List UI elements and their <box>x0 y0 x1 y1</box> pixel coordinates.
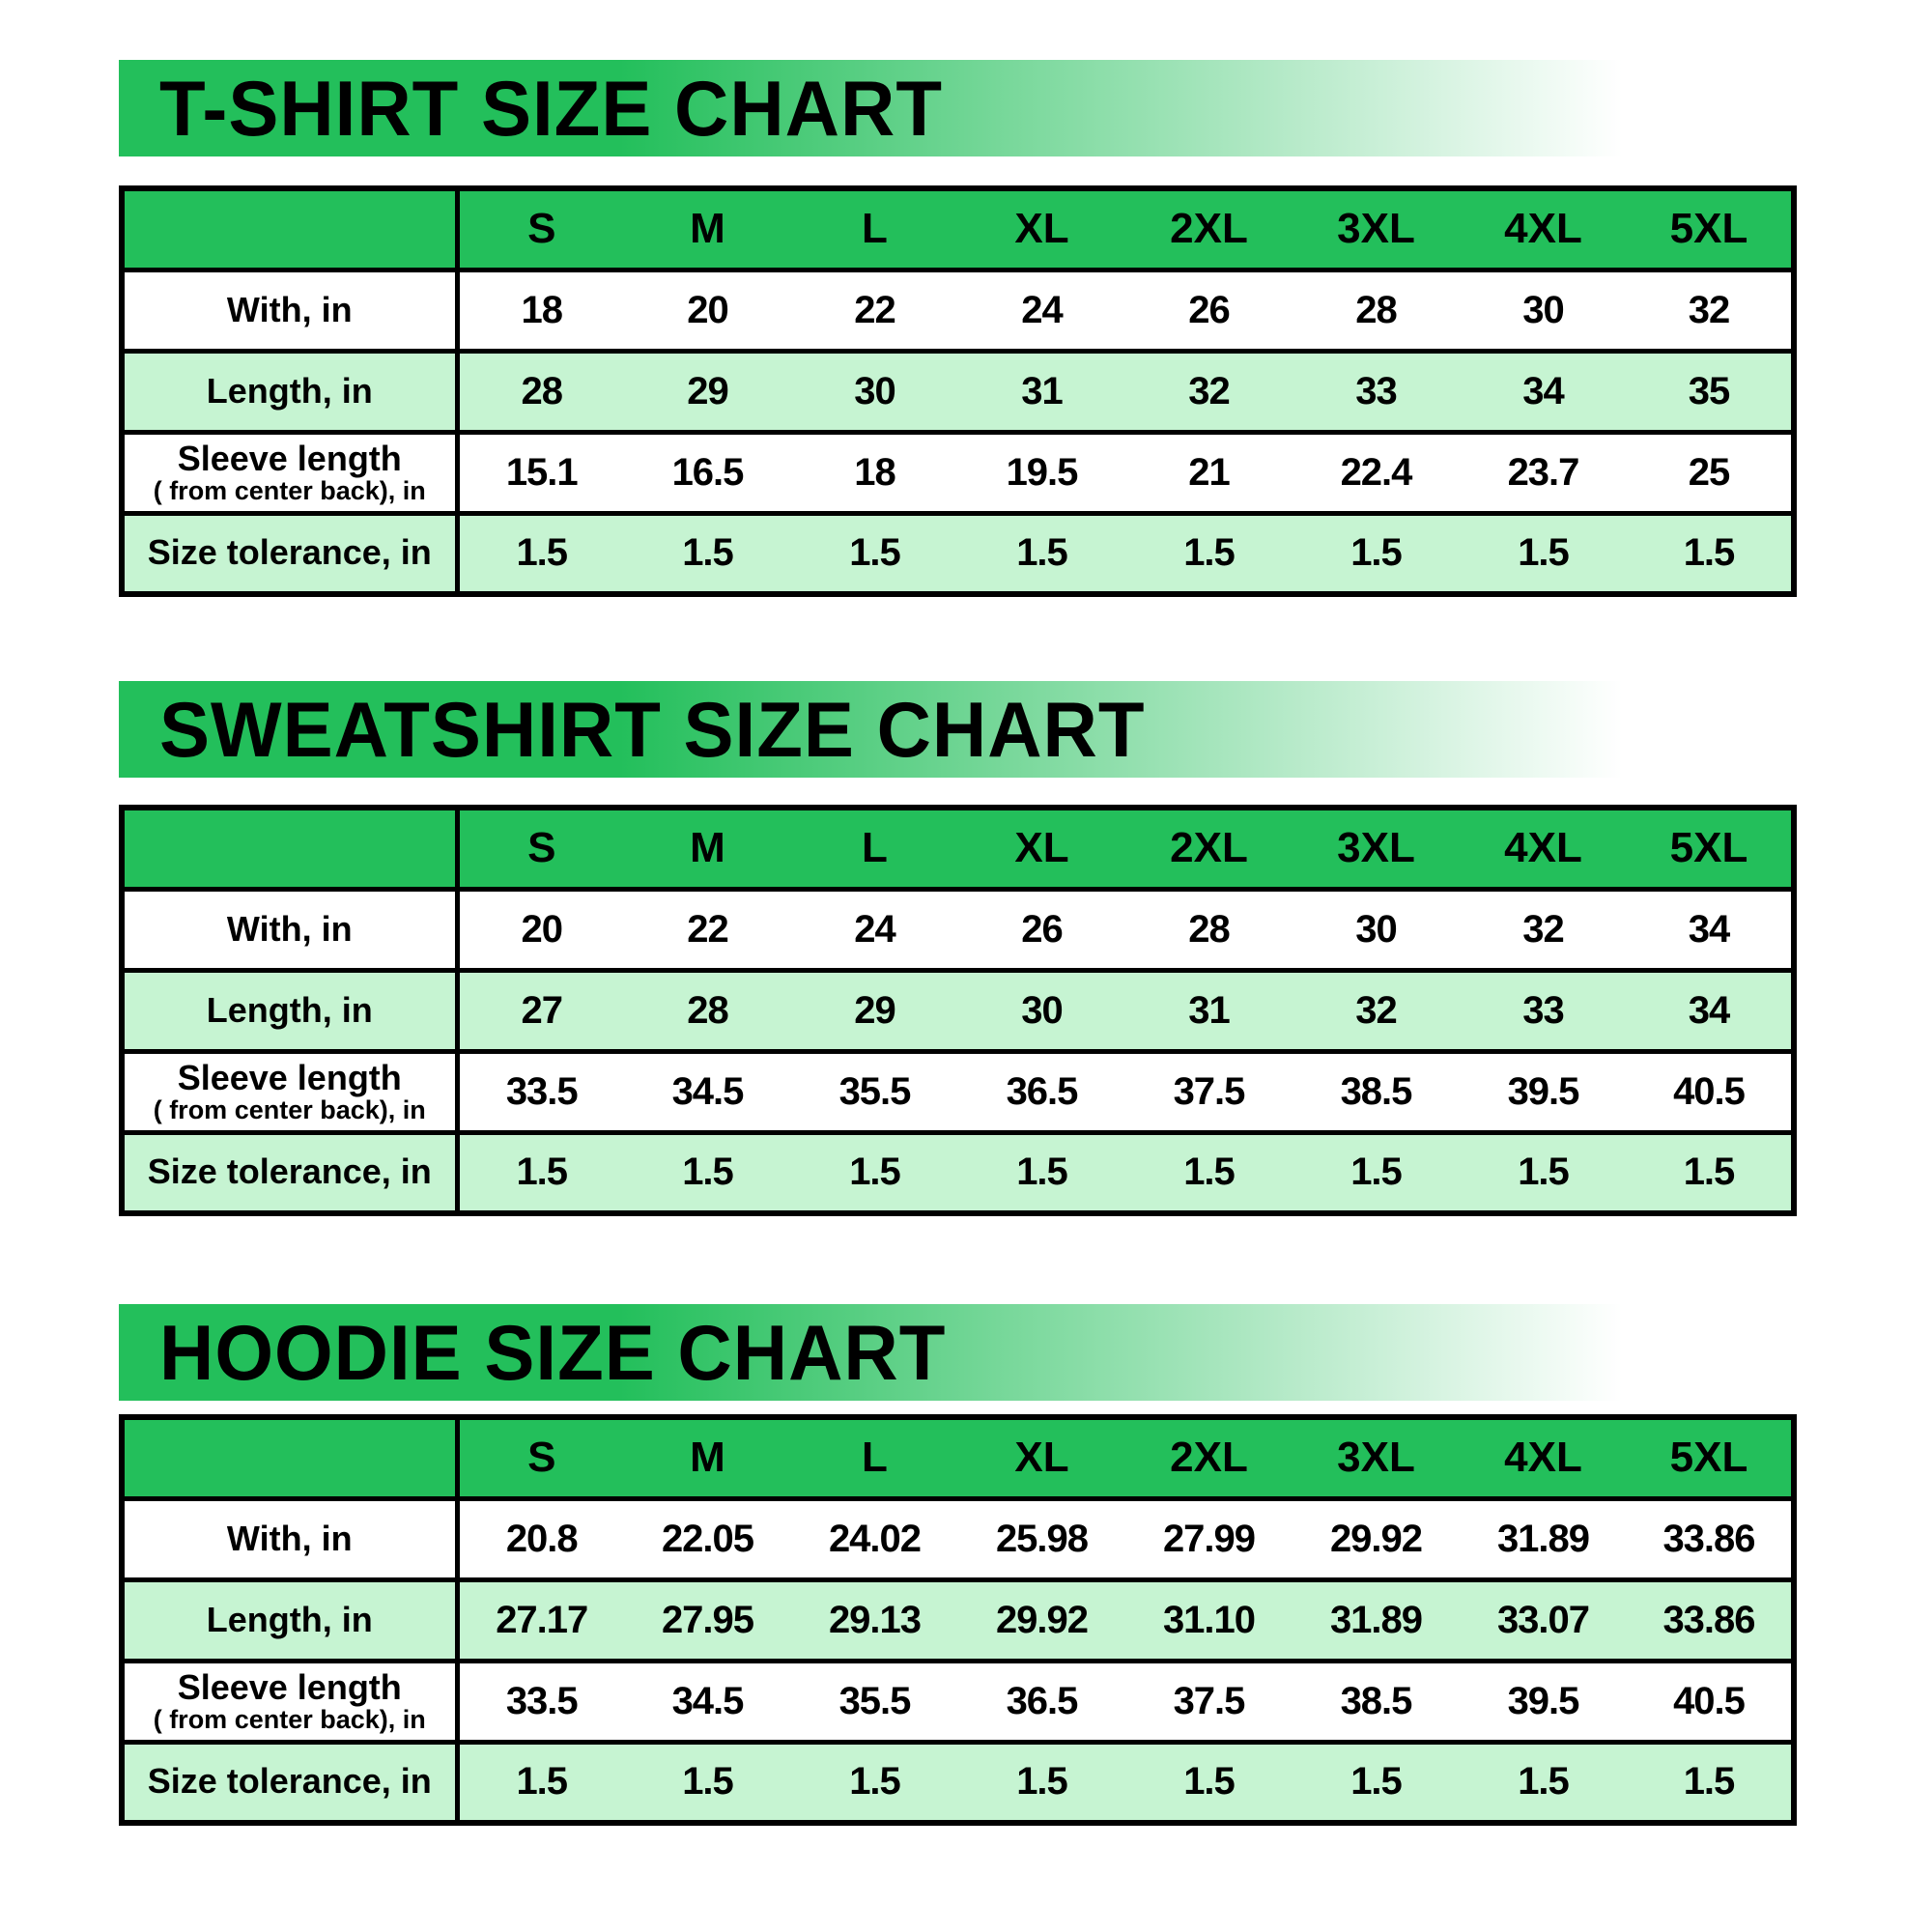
size-value-cell: 27 <box>457 970 624 1051</box>
sweatshirt-title: SWEATSHIRT SIZE CHART <box>159 684 1146 774</box>
size-value-cell: 24 <box>791 889 958 970</box>
size-column-header-l: L <box>791 1417 958 1498</box>
size-value-cell: 32 <box>1293 970 1460 1051</box>
size-value-cell: 29.92 <box>958 1579 1125 1661</box>
size-column-header-2xl: 2XL <box>1125 188 1293 270</box>
size-value-cell: 1.5 <box>457 513 624 594</box>
size-value-cell: 24.02 <box>791 1498 958 1579</box>
size-value-cell: 16.5 <box>624 432 791 513</box>
sweatshirt-section <box>119 681 1789 1216</box>
table-row-with-in <box>122 270 1794 351</box>
size-column-header-2xl: 2XL <box>1125 1417 1293 1498</box>
table-row-size-tolerance-in <box>122 1132 1794 1213</box>
size-value-cell: 1.5 <box>1460 1132 1627 1213</box>
size-value-cell: 22.05 <box>624 1498 791 1579</box>
table-row-with-in <box>122 1498 1794 1579</box>
row-label: Size tolerance, in <box>147 532 432 573</box>
size-value-cell: 22 <box>624 889 791 970</box>
size-value-cell: 1.5 <box>791 1742 958 1823</box>
size-value-cell: 22 <box>791 270 958 351</box>
size-value-cell: 1.5 <box>1293 1742 1460 1823</box>
row-label-cell <box>122 1579 457 1661</box>
size-value-cell: 23.7 <box>1460 432 1627 513</box>
row-label: Sleeve length <box>177 1058 402 1098</box>
size-value-cell: 33 <box>1293 351 1460 432</box>
size-value-cell: 1.5 <box>1627 1132 1794 1213</box>
size-value-cell: 20.8 <box>457 1498 624 1579</box>
size-value-cell: 32 <box>1627 270 1794 351</box>
size-value-cell: 29.92 <box>1293 1498 1460 1579</box>
size-value-cell: 1.5 <box>958 1132 1125 1213</box>
size-value-cell: 34.5 <box>624 1051 791 1132</box>
size-column-header-l: L <box>791 808 958 889</box>
sweatshirt-title-banner <box>119 681 1789 778</box>
size-value-cell: 34 <box>1460 351 1627 432</box>
size-value-cell: 1.5 <box>791 513 958 594</box>
table-row-with-in <box>122 889 1794 970</box>
sweatshirt-size-table <box>119 805 1797 1216</box>
row-label-cell <box>122 889 457 970</box>
size-value-cell: 1.5 <box>624 1132 791 1213</box>
size-column-header-xl: XL <box>958 808 1125 889</box>
size-value-cell: 35 <box>1627 351 1794 432</box>
size-value-cell: 18 <box>791 432 958 513</box>
size-header-row <box>122 808 1794 889</box>
size-value-cell: 1.5 <box>791 1132 958 1213</box>
size-value-cell: 29 <box>791 970 958 1051</box>
row-label: Sleeve length <box>177 439 402 479</box>
size-column-header-5xl: 5XL <box>1627 808 1794 889</box>
size-value-cell: 25.98 <box>958 1498 1125 1579</box>
row-label-cell <box>122 1742 457 1823</box>
size-value-cell: 37.5 <box>1125 1661 1293 1742</box>
size-column-header-xl: XL <box>958 1417 1125 1498</box>
size-column-header-m: M <box>624 808 791 889</box>
size-column-header-4xl: 4XL <box>1460 808 1627 889</box>
size-value-cell: 34 <box>1627 889 1794 970</box>
size-value-cell: 30 <box>1460 270 1627 351</box>
size-value-cell: 38.5 <box>1293 1051 1460 1132</box>
tshirt-section <box>119 60 1789 597</box>
size-value-cell: 28 <box>1125 889 1293 970</box>
size-column-header-4xl: 4XL <box>1460 188 1627 270</box>
row-label-cell <box>122 513 457 594</box>
size-value-cell: 1.5 <box>1460 513 1627 594</box>
size-value-cell: 39.5 <box>1460 1051 1627 1132</box>
size-value-cell: 1.5 <box>1293 513 1460 594</box>
row-label-cell <box>122 351 457 432</box>
size-column-header-2xl: 2XL <box>1125 808 1293 889</box>
row-sublabel: ( from center back), in <box>153 1094 426 1124</box>
size-value-cell: 31.89 <box>1460 1498 1627 1579</box>
size-value-cell: 1.5 <box>1125 1742 1293 1823</box>
size-value-cell: 33.07 <box>1460 1579 1627 1661</box>
size-value-cell: 29.13 <box>791 1579 958 1661</box>
table-row-size-tolerance-in <box>122 1742 1794 1823</box>
size-column-header-4xl: 4XL <box>1460 1417 1627 1498</box>
size-value-cell: 31 <box>958 351 1125 432</box>
size-value-cell: 1.5 <box>1125 513 1293 594</box>
hoodie-section <box>119 1304 1789 1826</box>
table-row-length-in <box>122 351 1794 432</box>
size-value-cell: 26 <box>1125 270 1293 351</box>
size-value-cell: 24 <box>958 270 1125 351</box>
tshirt-title-banner <box>119 60 1789 156</box>
size-column-header-m: M <box>624 188 791 270</box>
size-value-cell: 33.86 <box>1627 1579 1794 1661</box>
size-value-cell: 31.10 <box>1125 1579 1293 1661</box>
size-value-cell: 22.4 <box>1293 432 1460 513</box>
size-value-cell: 21 <box>1125 432 1293 513</box>
row-label: Length, in <box>206 989 373 1030</box>
row-sublabel: ( from center back), in <box>153 475 426 505</box>
hoodie-title: HOODIE SIZE CHART <box>159 1307 947 1397</box>
size-value-cell: 29 <box>624 351 791 432</box>
corner-cell <box>122 1417 457 1498</box>
size-value-cell: 40.5 <box>1627 1661 1794 1742</box>
tshirt-title: T-SHIRT SIZE CHART <box>159 63 943 153</box>
size-column-header-3xl: 3XL <box>1293 188 1460 270</box>
row-label: Size tolerance, in <box>147 1761 432 1802</box>
size-column-header-m: M <box>624 1417 791 1498</box>
size-value-cell: 36.5 <box>958 1051 1125 1132</box>
size-value-cell: 33.86 <box>1627 1498 1794 1579</box>
size-value-cell: 1.5 <box>624 1742 791 1823</box>
row-label: With, in <box>226 908 353 949</box>
size-value-cell: 33 <box>1460 970 1627 1051</box>
size-value-cell: 28 <box>457 351 624 432</box>
size-column-header-s: S <box>457 808 624 889</box>
row-label: With, in <box>226 289 353 329</box>
row-label-cell <box>122 970 457 1051</box>
row-label-cell <box>122 1661 457 1742</box>
size-value-cell: 20 <box>624 270 791 351</box>
size-value-cell: 31.89 <box>1293 1579 1460 1661</box>
row-label-cell <box>122 270 457 351</box>
size-value-cell: 30 <box>958 970 1125 1051</box>
size-value-cell: 37.5 <box>1125 1051 1293 1132</box>
size-value-cell: 1.5 <box>958 513 1125 594</box>
size-value-cell: 28 <box>1293 270 1460 351</box>
size-value-cell: 18 <box>457 270 624 351</box>
size-column-header-l: L <box>791 188 958 270</box>
row-label: Sleeve length <box>177 1667 402 1708</box>
size-header-row <box>122 188 1794 270</box>
size-value-cell: 27.17 <box>457 1579 624 1661</box>
size-value-cell: 1.5 <box>624 513 791 594</box>
size-value-cell: 15.1 <box>457 432 624 513</box>
hoodie-title-banner <box>119 1304 1789 1401</box>
size-value-cell: 1.5 <box>1627 1742 1794 1823</box>
row-label: Size tolerance, in <box>147 1151 432 1192</box>
row-label: With, in <box>226 1518 353 1558</box>
row-label: Length, in <box>206 1599 373 1639</box>
size-value-cell: 35.5 <box>791 1051 958 1132</box>
size-value-cell: 25 <box>1627 432 1794 513</box>
table-row-length-in <box>122 970 1794 1051</box>
size-value-cell: 34.5 <box>624 1661 791 1742</box>
size-column-header-s: S <box>457 1417 624 1498</box>
size-value-cell: 34 <box>1627 970 1794 1051</box>
row-sublabel: ( from center back), in <box>153 1704 426 1734</box>
row-label-cell <box>122 1498 457 1579</box>
size-value-cell: 27.95 <box>624 1579 791 1661</box>
table-row-sleeve-length <box>122 1051 1794 1132</box>
size-column-header-5xl: 5XL <box>1627 188 1794 270</box>
table-row-sleeve-length <box>122 432 1794 513</box>
size-column-header-s: S <box>457 188 624 270</box>
hoodie-size-table <box>119 1414 1797 1826</box>
size-value-cell: 28 <box>624 970 791 1051</box>
size-value-cell: 40.5 <box>1627 1051 1794 1132</box>
size-value-cell: 19.5 <box>958 432 1125 513</box>
size-value-cell: 32 <box>1460 889 1627 970</box>
size-value-cell: 38.5 <box>1293 1661 1460 1742</box>
corner-cell <box>122 188 457 270</box>
size-value-cell: 36.5 <box>958 1661 1125 1742</box>
size-value-cell: 30 <box>791 351 958 432</box>
row-label-cell <box>122 432 457 513</box>
size-value-cell: 32 <box>1125 351 1293 432</box>
size-value-cell: 1.5 <box>457 1132 624 1213</box>
size-value-cell: 30 <box>1293 889 1460 970</box>
size-value-cell: 20 <box>457 889 624 970</box>
size-value-cell: 1.5 <box>1293 1132 1460 1213</box>
size-column-header-3xl: 3XL <box>1293 1417 1460 1498</box>
size-column-header-3xl: 3XL <box>1293 808 1460 889</box>
size-header-row <box>122 1417 1794 1498</box>
size-column-header-xl: XL <box>958 188 1125 270</box>
table-row-size-tolerance-in <box>122 513 1794 594</box>
size-value-cell: 26 <box>958 889 1125 970</box>
size-value-cell: 27.99 <box>1125 1498 1293 1579</box>
row-label-cell <box>122 1132 457 1213</box>
corner-cell <box>122 808 457 889</box>
size-column-header-5xl: 5XL <box>1627 1417 1794 1498</box>
row-label: Length, in <box>206 370 373 411</box>
row-label-cell <box>122 1051 457 1132</box>
size-value-cell: 35.5 <box>791 1661 958 1742</box>
table-row-sleeve-length <box>122 1661 1794 1742</box>
size-value-cell: 1.5 <box>958 1742 1125 1823</box>
tshirt-size-table <box>119 185 1797 597</box>
size-value-cell: 1.5 <box>1125 1132 1293 1213</box>
size-value-cell: 1.5 <box>1627 513 1794 594</box>
size-value-cell: 39.5 <box>1460 1661 1627 1742</box>
size-value-cell: 31 <box>1125 970 1293 1051</box>
size-value-cell: 33.5 <box>457 1051 624 1132</box>
size-value-cell: 33.5 <box>457 1661 624 1742</box>
size-value-cell: 1.5 <box>457 1742 624 1823</box>
size-value-cell: 1.5 <box>1460 1742 1627 1823</box>
table-row-length-in <box>122 1579 1794 1661</box>
